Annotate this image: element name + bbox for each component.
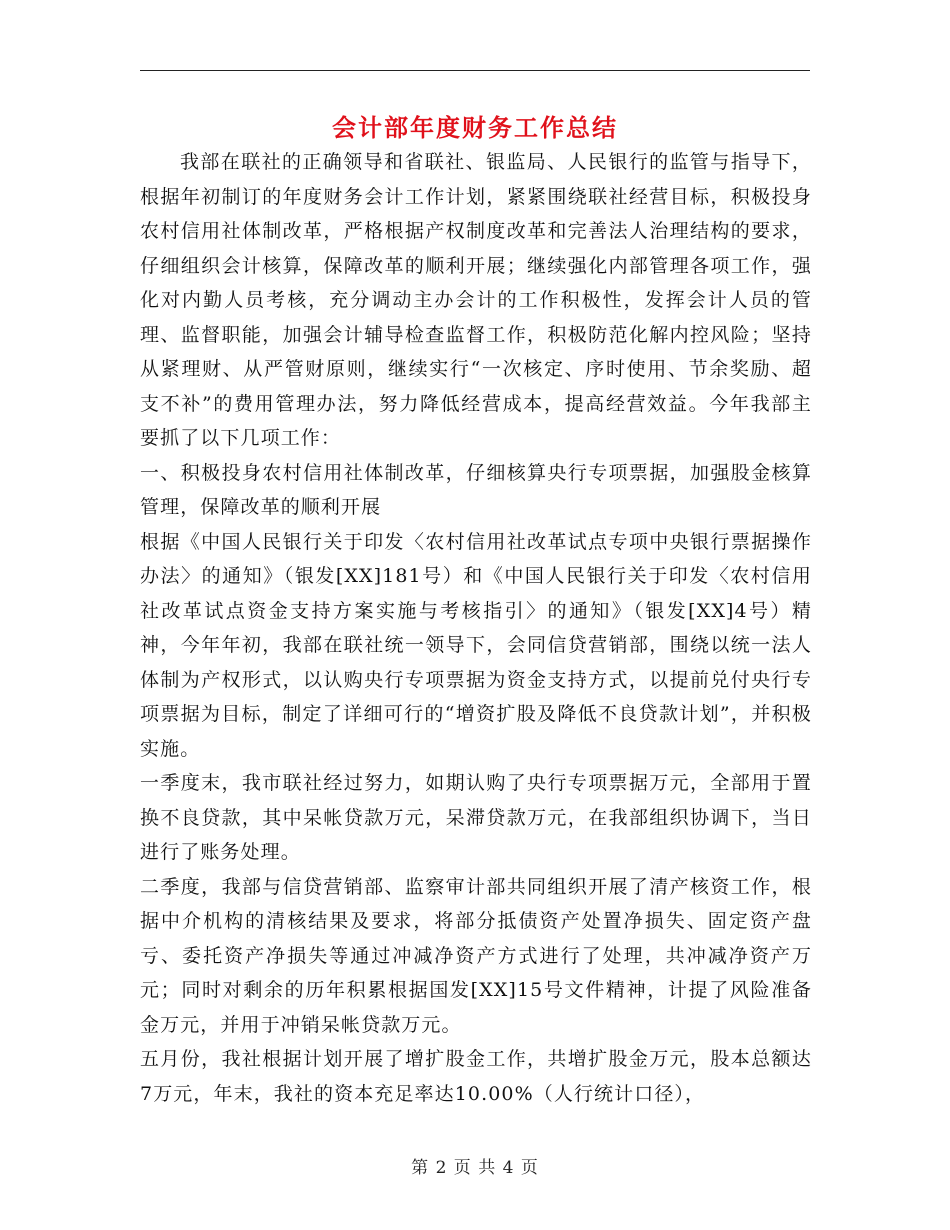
paragraph-intro: 我部在联社的正确领导和省联社、银监局、人民银行的监管与指导下，根据年初制订的年度财务会计工作计划，紧紧围绕联社经营目标，积极投身农村信用社体制改革，严格根据产权制度改革和完善法人治理结构的要求，仔细组织会计核算，保障改革的顺利开展；继续强化内部管理各项工作，强化对内勤人员考核，充分调动主办会计的工作积极性，发挥会计人员的管理、监督职能，加强会计辅导检查监督工作，积极防范化解内控风险；坚持从紧理财、从严管财原则，继续实行“一次核定、序时使用、节余奖励、超支不补”的费用管理办法，努力降低经营成本，提高经营效益。今年我部主要抓了以下几项工作： (140, 151, 812, 449)
paragraph-may: 五月份，我社根据计划开展了增扩股金工作，共增扩股金万元，股本总额达7万元，年末，我社的资本充足率达10.00%（人行统计口径）， (140, 1048, 812, 1105)
header-rule (140, 70, 810, 71)
document-body (140, 145, 812, 1111)
paragraph-q1: 一季度末，我市联社经过努力，如期认购了央行专项票据万元，全部用于置换不良贷款，其中呆帐贷款万元，呆滞贷款万元，在我部组织协调下，当日进行了账务处理。 (140, 772, 812, 863)
page-number: 第 2 页 共 4 页 (411, 1158, 539, 1178)
paragraph-q2: 二季度，我部与信贷营销部、监察审计部共同组织开展了清产核资工作，根据中介机构的清核结果及要求，将部分抵债资产处置净损失、固定资产盘亏、委托资产净损失等通过冲减净资产方式进行了处理，共冲减净资产万元；同时对剩余的历年积累根据国发[XX]15号文件精神，计提了风险准备金万元，并用于冲销呆帐贷款万元。 (140, 875, 812, 1036)
section-heading-1: 一、积极投身农村信用社体制改革，仔细核算央行专项票据，加强股金核算管理，保障改革的顺利开展 (140, 461, 812, 518)
document-title: 会计部年度财务工作总结 (332, 114, 618, 142)
paragraph-basis: 根据《中国人民银行关于印发〈农村信用社改革试点专项中央银行票据操作办法〉的通知》（银发[XX]181号）和《中国人民银行关于印发〈农村信用社改革试点资金支持方案实施与考核指引〉的通知》（银发[XX]4号）精神，今年年初，我部在联社统一领导下，会同信贷营销部，围绕以统一法人体制为产权形式，以认购央行专项票据为资金支持方式，以提前兑付央行专项票据为目标，制定了详细可行的“增资扩股及降低不良贷款计划”，并积极实施。 (140, 530, 812, 760)
